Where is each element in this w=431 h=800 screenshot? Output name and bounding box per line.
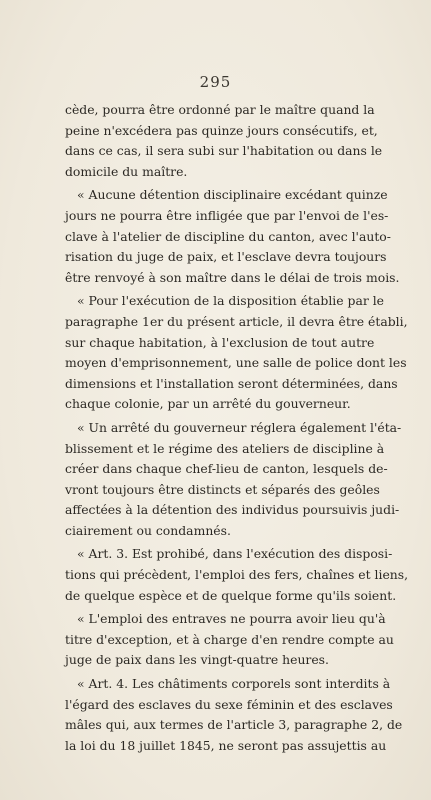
paragraph — [65, 544, 409, 606]
text-line: « Art. 4. Les châtiments corporels sont interdits à — [77, 676, 391, 692]
text-line: risation du juge de paix, et l'esclave devra toujours — [65, 249, 387, 265]
text-line: de quelque espèce et de quelque forme qu'ils soient. — [65, 587, 397, 603]
text-line: blissement et le régime des ateliers de discipline à — [65, 440, 385, 456]
text-line: cède, pourra être ordonné par le maître quand la — [65, 102, 375, 117]
paragraph — [65, 291, 408, 415]
text-line: « Art. 3. Est prohibé, dans l'exécution des disposi- — [77, 546, 393, 562]
text-line: l'égard des esclaves du sexe féminin et des esclaves — [65, 696, 393, 712]
text-line: titre d'exception, et à charge d'en rendre compte au — [65, 631, 394, 647]
text-line: paragraphe 1er du présent article, il devra être établi, — [65, 313, 408, 329]
text-line: « Pour l'exécution de la disposition établie par le — [77, 293, 385, 309]
text-line: vront toujours être distincts et séparés des geôles — [65, 481, 380, 497]
text-line: affectées à la détention des individus poursuivis judi- — [65, 502, 400, 518]
paragraph — [65, 418, 402, 542]
text-line: clave à l'atelier de discipline du canton, avec l'auto- — [65, 228, 391, 244]
text-line: peine n'excédera pas quinze jours consécutifs, et, — [65, 122, 378, 138]
paragraph — [65, 100, 383, 182]
paragraph — [65, 185, 400, 288]
text-line: créer dans chaque chef-lieu de canton, lesquels de- — [65, 461, 388, 477]
text-line: sur chaque habitation, à l'exclusion de tout autre — [65, 334, 375, 350]
text-line: la loi du 18 juillet 1845, ne seront pas assujettis au — [65, 737, 387, 753]
paragraph — [65, 609, 394, 671]
text-line: être renvoyé à son maître dans le délai de trois mois. — [65, 269, 400, 285]
text-line: moyen d'emprisonnement, une salle de police dont les — [65, 355, 407, 371]
text-line: « Un arrêté du gouverneur réglera également l'éta- — [77, 419, 402, 435]
page-number: 295 — [199, 73, 232, 91]
text-line: « L'emploi des entraves ne pourra avoir lieu qu'à — [77, 611, 386, 627]
text-line: tions qui précèdent, l'emploi des fers, chaînes et liens, — [65, 567, 409, 583]
text-line: dimensions et l'installation seront déterminées, dans — [65, 375, 398, 391]
text-line: « Aucune détention disciplinaire excédant quinze — [77, 187, 388, 203]
text-line: ciairement ou condamnés. — [65, 522, 231, 538]
text-line: jours ne pourra être infligée que par l'envoi de l'es- — [65, 207, 389, 223]
text-line: chaque colonie, par un arrêté du gouverneur. — [65, 396, 351, 412]
text-line: mâles qui, aux termes de l'article 3, paragraphe 2, de — [65, 717, 403, 733]
text-line: juge de paix dans les vingt-quatre heures. — [65, 652, 329, 668]
text-line: dans ce cas, il sera subi sur l'habitation ou dans le — [65, 143, 383, 159]
body-text — [65, 100, 409, 756]
text-line: domicile du maître. — [65, 163, 188, 179]
paragraph — [65, 674, 403, 756]
